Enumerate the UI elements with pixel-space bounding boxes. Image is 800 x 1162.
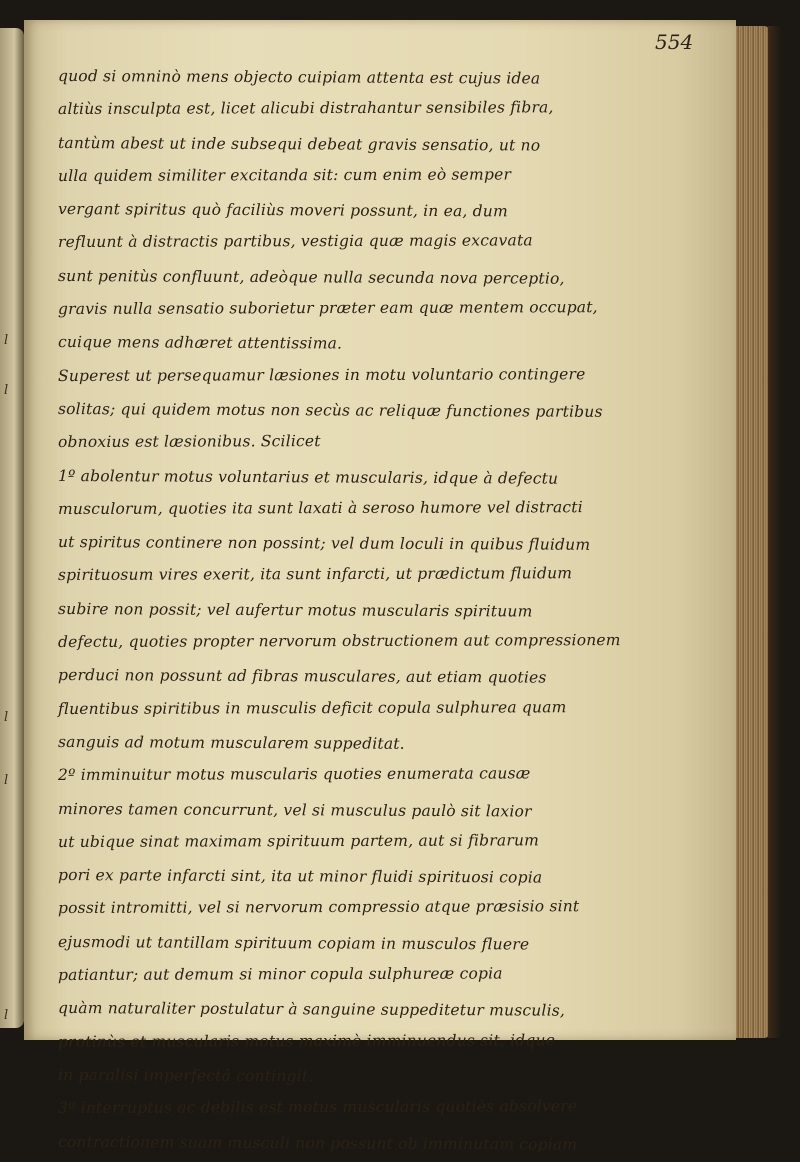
text-line: quàm naturaliter postulatur à sanguine suppeditetur musculis, bbox=[57, 999, 566, 1020]
text-line: in paralisi imperfectâ contingit. bbox=[57, 1065, 314, 1086]
manuscript-text bbox=[58, 60, 718, 1159]
text-line: solitas; qui quidem motus non secùs ac reliquæ functiones partibus bbox=[57, 399, 603, 421]
facing-page-margin-marks bbox=[2, 28, 20, 1028]
text-line: fluentibus spiritibus in musculis deficit copula sulphurea quam bbox=[57, 697, 567, 718]
text-line: quod si omninò mens objecto cuipiam attenta est cujus idea bbox=[57, 67, 541, 88]
text-line: Superest ut persequamur læsiones in motu voluntario contingere bbox=[57, 364, 586, 385]
text-line: tantùm abest ut inde subsequi debeat gravis sensatio, ut no bbox=[57, 133, 541, 155]
folio-number: 554 bbox=[655, 30, 694, 54]
text-line: 1º abolentur motus voluntarius et muscularis, idque à defectu bbox=[57, 466, 559, 488]
text-line: gravis nulla sensatio suborietur præter eam quæ mentem occupat, bbox=[57, 298, 598, 319]
text-line: altiùs insculpta est, licet alicubi distrahantur sensibiles fibra, bbox=[57, 98, 554, 119]
text-line: minores tamen concurrunt, vel si musculus paulò sit laxior bbox=[57, 799, 532, 821]
text-line: protinùs et muscularis motus maximè imminuendus sit, idque bbox=[57, 1030, 556, 1051]
text-line: musculorum, quoties ita sunt laxati à seroso humore vel distracti bbox=[57, 498, 583, 518]
margin-mark: l bbox=[4, 1008, 9, 1023]
text-line: vergant spiritus quò faciliùs moveri possunt, in ea, dum bbox=[57, 200, 508, 221]
text-line: possit intromitti, vel si nervorum compressio atque præsisio sint bbox=[57, 897, 580, 918]
text-line: sunt penitùs confluunt, adeòque nulla secunda nova perceptio, bbox=[57, 266, 565, 288]
margin-mark: l bbox=[4, 710, 9, 725]
facing-page-edge bbox=[0, 28, 24, 1028]
text-line: ulla quidem similiter excitanda sit: cum enim eò semper bbox=[57, 165, 512, 185]
text-line: obnoxius est læsionibus. Scilicet bbox=[57, 432, 321, 452]
text-line: ut ubique sinat maximam spirituum partem, aut si fibrarum bbox=[57, 831, 540, 851]
text-line: ut spiritus continere non possint; vel dum loculi in quibus fluidum bbox=[57, 533, 591, 554]
text-line: cuique mens adhæret attentissima. bbox=[57, 333, 343, 353]
text-line: subire non possit; vel aufertur motus muscularis spirituum bbox=[57, 599, 533, 621]
text-line: refluunt à distractis partibus, vestigia quæ magis excavata bbox=[57, 231, 533, 252]
text-line: 2º imminuitur motus muscularis quoties enumerata causæ bbox=[57, 764, 531, 785]
text-line: patiantur; aut demum si minor copula sulphureæ copia bbox=[57, 964, 503, 985]
text-line: spirituosum vires exerit, ita sunt infarcti, ut prædictum fluidum bbox=[57, 564, 573, 585]
text-line: perduci non possunt ad fibras musculares, aut etiam quoties bbox=[57, 666, 547, 687]
margin-mark: l bbox=[4, 333, 9, 348]
text-line: contractionem suam musculi non possunt ob imminutam copiam bbox=[57, 1132, 578, 1154]
text-line: ejusmodi ut tantillam spirituum copiam in musculos fluere bbox=[57, 932, 530, 954]
margin-mark: l bbox=[4, 773, 9, 788]
text-line: defectu, quoties propter nervorum obstructionem aut compressionem bbox=[57, 631, 621, 652]
text-line: 3º interruptus ac debilis est motus muscularis quotiès absolvere bbox=[57, 1097, 578, 1118]
book-page-edges bbox=[730, 26, 770, 1038]
text-line: pori ex parte infarcti sint, ita ut minor fluidi spirituosi copia bbox=[57, 866, 543, 887]
margin-mark: l bbox=[4, 383, 9, 398]
text-line: sanguis ad motum muscularem suppeditat. bbox=[57, 732, 405, 753]
